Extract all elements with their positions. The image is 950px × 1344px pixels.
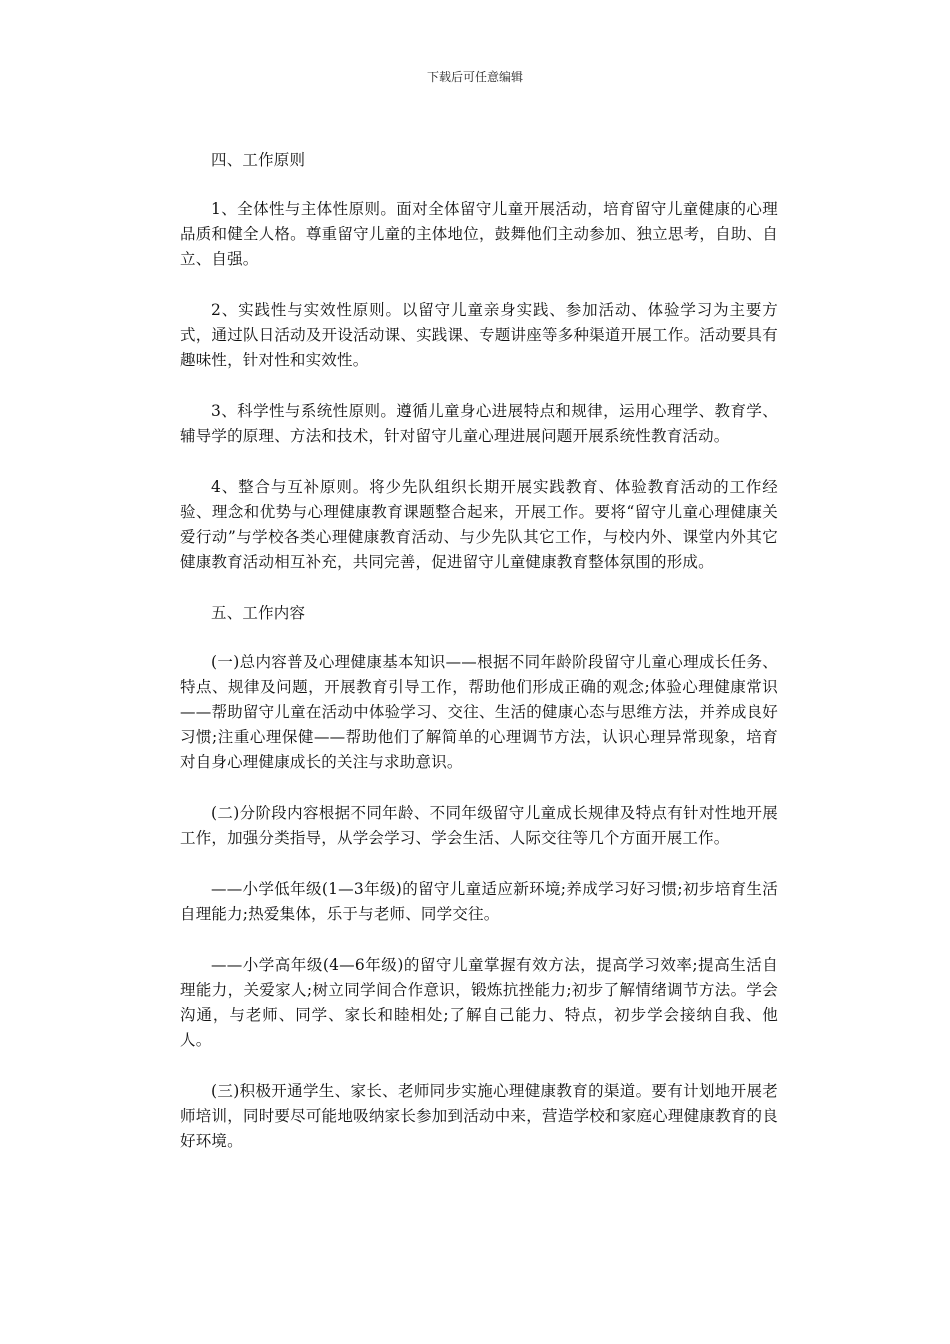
paragraph-principle-1: 1、全体性与主体性原则。面对全体留守儿童开展活动，培育留守儿童健康的心理品质和健全人格。尊重留守儿童的主体地位，鼓舞他们主动参加、独立思考，自助、自立、自强。	[180, 200, 778, 268]
section-heading-work-principles: 四、工作原则	[211, 151, 306, 169]
paragraph-principle-4: 4、整合与互补原则。将少先队组织长期开展实践教育、体验教育活动的工作经验、理念和优势与心理健康教育课题整合起来，开展工作。要将“留守儿童心理健康关爱行动”与学校各类心理健康教育活动、与少先队其它工作，与校内外、课堂内外其它健康教育活动相互补充，共同完善，促进留守儿童健康教育整体氛围的形成。	[180, 478, 778, 571]
paragraph-lower-grades: ——小学低年级(1—3年级)的留守儿童适应新环境;养成学习好习惯;初步培育生活自理能力;热爱集体，乐于与老师、同学交往。	[180, 880, 778, 923]
document-body	[180, 148, 778, 1180]
page-header: 下载后可任意编辑	[426, 70, 523, 84]
paragraph-content-3: (三)积极开通学生、家长、老师同步实施心理健康教育的渠道。要有计划地开展老师培训，同时要尽可能地吸纳家长参加到活动中来，营造学校和家庭心理健康教育的良好环境。	[180, 1082, 778, 1150]
paragraph-content-2: (二)分阶段内容根据不同年龄、不同年级留守儿童成长规律及特点有针对性地开展工作，加强分类指导，从学会学习、学会生活、人际交往等几个方面开展工作。	[180, 804, 778, 847]
section-heading-work-content: 五、工作内容	[211, 604, 306, 622]
paragraph-upper-grades: ——小学高年级(4—6年级)的留守儿童掌握有效方法，提高学习效率;提高生活自理能力，关爱家人;树立同学间合作意识，锻炼抗挫能力;初步了解情绪调节方法。学会沟通，与老师、同学、家长和睦相处;了解自己能力、特点，初步学会接纳自我、他人。	[180, 956, 778, 1049]
paragraph-principle-2: 2、实践性与实效性原则。以留守儿童亲身实践、参加活动、体验学习为主要方式，通过队日活动及开设活动课、实践课、专题讲座等多种渠道开展工作。活动要具有趣味性，针对性和实效性。	[180, 301, 778, 369]
paragraph-principle-3: 3、科学性与系统性原则。遵循儿童身心进展特点和规律，运用心理学、教育学、辅导学的原理、方法和技术，针对留守儿童心理进展问题开展系统性教育活动。	[180, 402, 778, 445]
paragraph-content-1: (一)总内容普及心理健康基本知识——根据不同年龄阶段留守儿童心理成长任务、特点、规律及问题，开展教育引导工作，帮助他们形成正确的观念;体验心理健康常识——帮助留守儿童在活动中体验学习、交往、生活的健康心态与思维方法，并养成良好习惯;注重心理保健——帮助他们了解简单的心理调节方法，认识心理异常现象，培育对自身心理健康成长的关注与求助意识。	[180, 653, 778, 771]
